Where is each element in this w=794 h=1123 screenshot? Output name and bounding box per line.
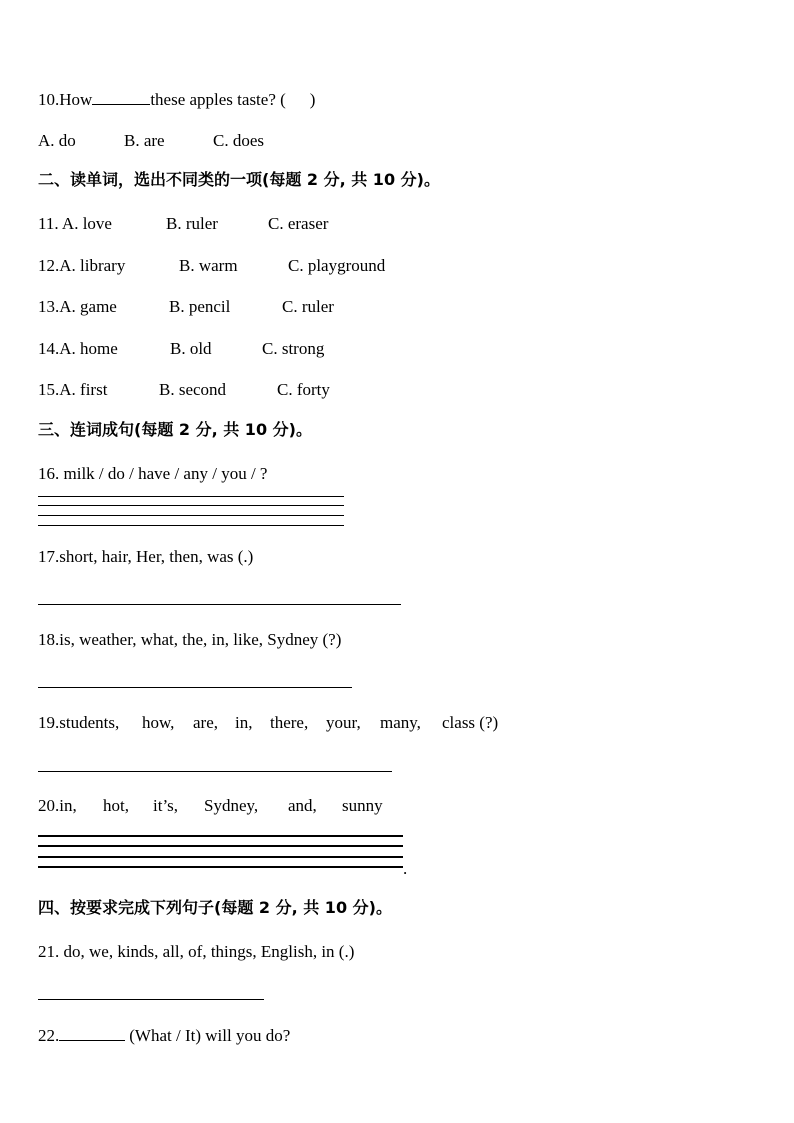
q15-option-c: C. forty: [277, 380, 330, 399]
section-4-title: 四、按要求完成下列句子(每题 2 分, 共 10 分)。: [38, 898, 392, 917]
q15-option-b: B. second: [159, 380, 227, 399]
q19-answer-line: [38, 771, 392, 772]
question-18: 18.is, weather, what, the, in, like, Sydney (?): [38, 630, 342, 649]
section-2-title: 二、读单词，选出不同类的一项(每题 2 分, 共 10 分)。: [38, 170, 440, 189]
q22-suffix: (What / It) will you do?: [129, 1026, 291, 1045]
q11-option-a: 11. A. love: [38, 214, 112, 233]
q12-option-b: B. warm: [179, 256, 238, 275]
q10-prefix: 10.How: [38, 90, 93, 109]
q19-word-3: are,: [193, 713, 219, 732]
q19-word-1: 19.students,: [38, 713, 120, 732]
question-17: 17.short, hair, Her, then, was (.): [38, 547, 254, 566]
q10-option-a: A. do: [38, 131, 76, 150]
q10-blank: [92, 90, 150, 105]
q20-answer-line-1: [38, 835, 403, 837]
q16-answer-line-2: [38, 505, 344, 506]
q18-answer-line: [38, 687, 352, 688]
q20-word-5: and,: [288, 796, 317, 815]
q16-answer-line-4: [38, 525, 344, 526]
q19-word-5: there,: [270, 713, 309, 732]
q14-option-a: 14.A. home: [38, 339, 118, 358]
q19-word-4: in,: [235, 713, 253, 732]
section-3-title: 三、连词成句(每题 2 分, 共 10 分)。: [38, 420, 312, 439]
q19-word-8: class (?): [442, 713, 499, 732]
q22-prefix: 22.: [38, 1026, 60, 1045]
q11-option-b: B. ruler: [166, 214, 218, 233]
q14-option-c: C. strong: [262, 339, 325, 358]
question-10: [38, 90, 315, 108]
q20-word-4: Sydney,: [204, 796, 259, 815]
q22-blank: [59, 1026, 125, 1041]
q20-word-6: sunny: [342, 796, 383, 815]
q10-suffix: these apples taste? (: [150, 90, 286, 109]
q14-option-b: B. old: [170, 339, 212, 358]
q10-paren-close: ): [309, 90, 316, 109]
q20-answer-line-2: [38, 845, 403, 847]
q16-answer-line-3: [38, 515, 344, 516]
question-16: 16. milk / do / have / any / you / ?: [38, 464, 268, 483]
q13-option-b: B. pencil: [169, 297, 231, 316]
q16-answer-line-1: [38, 496, 344, 497]
q20-end-mark: .: [403, 859, 408, 878]
q20-word-3: it’s,: [153, 796, 179, 815]
q11-option-c: C. eraser: [268, 214, 329, 233]
q13-option-a: 13.A. game: [38, 297, 117, 316]
q20-word-2: hot,: [103, 796, 129, 815]
q10-option-b: B. are: [124, 131, 165, 150]
question-22: [38, 1026, 290, 1044]
q17-answer-line: [38, 604, 401, 605]
q10-option-c: C. does: [213, 131, 264, 150]
q20-answer-line-3: [38, 856, 403, 858]
q12-option-c: C. playground: [288, 256, 386, 275]
q20-word-1: 20.in,: [38, 796, 77, 815]
q19-word-7: many,: [380, 713, 421, 732]
q12-option-a: 12.A. library: [38, 256, 126, 275]
question-21: 21. do, we, kinds, all, of, things, English, in (.): [38, 942, 355, 961]
q19-word-6: your,: [326, 713, 361, 732]
q21-answer-line: [38, 999, 264, 1000]
q15-option-a: 15.A. first: [38, 380, 108, 399]
q13-option-c: C. ruler: [282, 297, 334, 316]
q20-answer-line-4: [38, 866, 403, 868]
q19-word-2: how,: [142, 713, 175, 732]
